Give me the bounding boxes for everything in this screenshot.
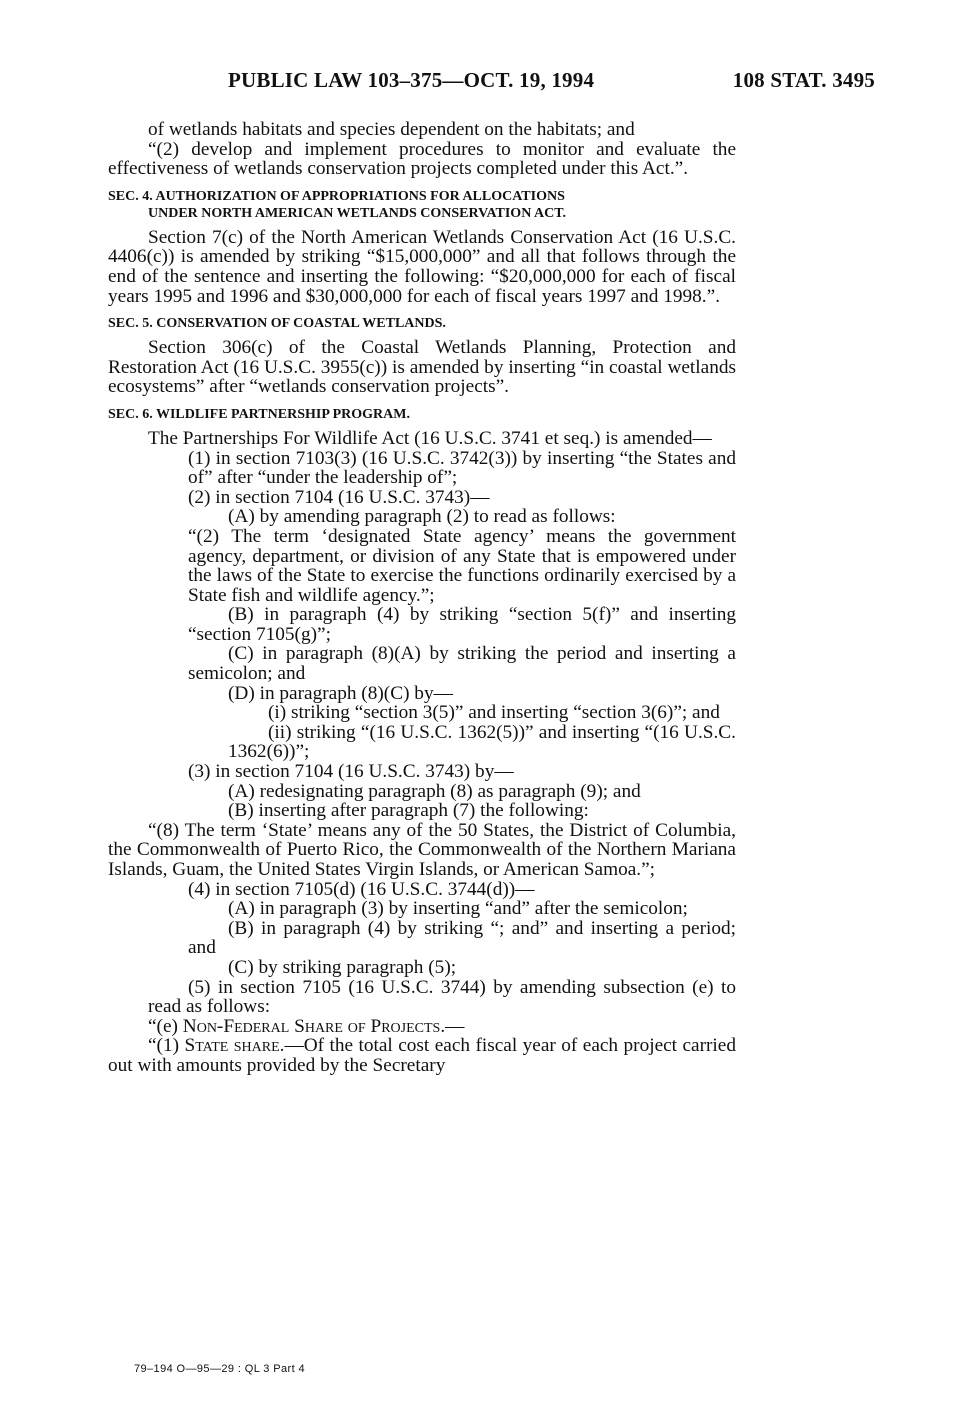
paragraph-text: .—Of the total cost each fiscal year of each project carried out with amounts provided by the Secretary	[108, 1035, 736, 1076]
subsection-label: “(e)	[148, 1015, 183, 1037]
paragraph: Section 7(c) of the North American Wetlands Conservation Act (16 U.S.C. 4406(c)) is amended by striking “$15,000,000” and all that follows through the end of the sentence and inserting the following: “$20,000,000 for each of fiscal years 1995 and 1996 and $30,000,000 for each of fiscal years 1997 and 1998.”.	[108, 226, 736, 307]
list-item	[108, 449, 736, 488]
statute-page-number: 108 STAT. 3495	[732, 68, 875, 92]
paragraph: The Partnerships For Wildlife Act (16 U.S.C. 3741 et seq.) is amended—	[148, 427, 712, 449]
section-heading-6: SEC. 6. WILDLIFE PARTNERSHIP PROGRAM.	[108, 406, 410, 422]
list-item: (D) in paragraph (8)(C) by—	[228, 682, 453, 704]
subsection-dash: .—	[440, 1015, 465, 1037]
subsection-caption: Non-Federal Share of Projects	[182, 1015, 441, 1037]
list-item: (B) inserting after paragraph (7) the following:	[228, 800, 589, 822]
section-heading-4	[108, 188, 736, 222]
quoted-paragraph: “(2) The term ‘designated State agency’ means the government agency, department, or division of any State that is empowered under the laws of the State to exercise the functions ordinarily exercised by a State fish and wildlife agency.”;	[188, 525, 736, 606]
list-item: (B) in paragraph (4) by striking “; and” and inserting a period; and	[188, 917, 736, 959]
print-code-footer: 79–194 O—95—29 : QL 3 Part 4	[134, 1363, 306, 1375]
list-item: (C) by striking paragraph (5);	[228, 956, 457, 978]
list-item: (A) in paragraph (3) by inserting “and” after the semicolon;	[228, 898, 688, 920]
list-item: (2) in section 7104 (16 U.S.C. 3743)—	[188, 486, 490, 508]
list-item: (A) by amending paragraph (2) to read as follows:	[228, 506, 616, 528]
document-body	[108, 120, 736, 1076]
paragraph-label: “(1)	[148, 1035, 185, 1057]
subsection-heading	[108, 1017, 736, 1037]
law-title: PUBLIC LAW 103–375—OCT. 19, 1994	[228, 68, 595, 92]
paragraph: “(2) develop and implement procedures to monitor and evaluate the effectiveness of wetlands conservation projects completed under this Act.”.	[108, 138, 736, 180]
list-item: (i) striking “section 3(5)” and inserting “section 3(6)”; and	[268, 702, 720, 724]
section-heading-continuation: UNDER NORTH AMERICAN WETLANDS CONSERVATION ACT.	[148, 205, 567, 221]
list-item-text: (1) in section 7103(3) (16 U.S.C. 3742(3)) by inserting “the States and of” after “under the leadership of”;	[188, 447, 736, 489]
section-heading-text: SEC. 4. AUTHORIZATION OF APPROPRIATIONS FOR ALLOCATIONS	[108, 188, 565, 204]
paragraph: Section 306(c) of the Coastal Wetlands Planning, Protection and Restoration Act (16 U.S.C. 3955(c)) is amended by inserting “in coastal wetlands ecosystems” after “wetlands conservation projects”.	[108, 337, 736, 398]
list-item: (C) in paragraph (8)(A) by striking the period and inserting a semicolon; and	[188, 643, 736, 685]
list-item: (ii) striking “(16 U.S.C. 1362(5))” and inserting “(16 U.S.C. 1362(6))”;	[228, 721, 736, 763]
quoted-paragraph	[108, 1036, 736, 1075]
list-item: (3) in section 7104 (16 U.S.C. 3743) by—	[188, 761, 514, 783]
paragraph: of wetlands habitats and species dependent on the habitats; and	[148, 119, 635, 140]
section-heading-5: SEC. 5. CONSERVATION OF COASTAL WETLANDS.	[108, 316, 446, 332]
paragraph-caption: State share	[184, 1035, 280, 1057]
quoted-paragraph: “(8) The term ‘State’ means any of the 50 States, the District of Columbia, the Commonwealth of Puerto Rico, the Commonwealth of the Northern Mariana Islands, Guam, the United States Virgin Islands, or American Samoa.”;	[108, 819, 736, 880]
list-item: (4) in section 7105(d) (16 U.S.C. 3744(d))—	[188, 878, 535, 900]
list-item: (A) redesignating paragraph (8) as paragraph (9); and	[228, 780, 641, 802]
list-item: (B) in paragraph (4) by striking “section 5(f)” and inserting “section 7105(g)”;	[188, 604, 736, 645]
list-item: (5) in section 7105 (16 U.S.C. 3744) by amending subsection (e) to read as follows:	[148, 976, 736, 1018]
